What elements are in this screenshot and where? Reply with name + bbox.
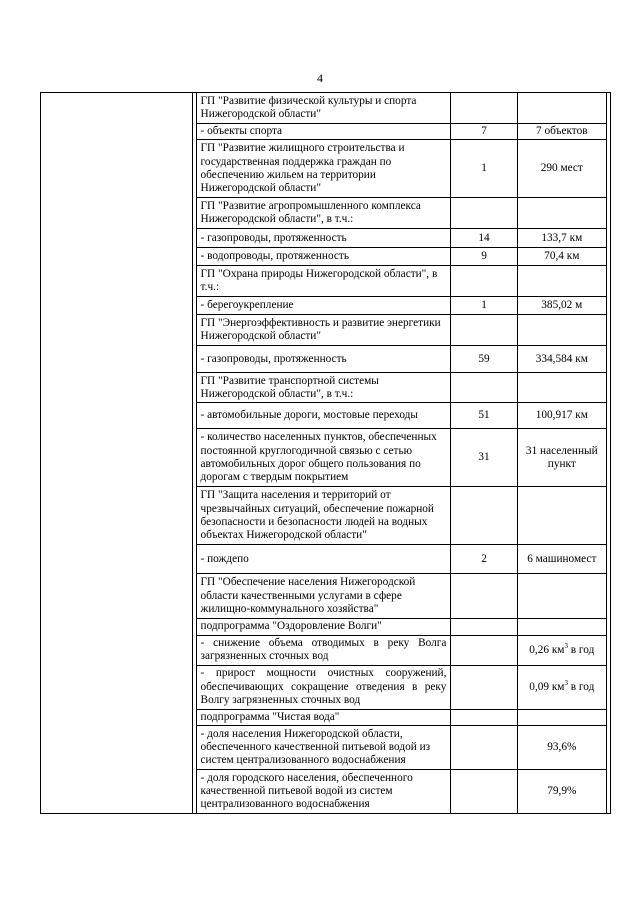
row-result: 70,4 км — [517, 248, 606, 266]
row-result — [517, 487, 606, 545]
row-result — [517, 373, 606, 403]
row-result — [517, 266, 606, 297]
result-value: 0,09 км — [529, 680, 565, 693]
row-result: 6 машиномест — [517, 545, 606, 574]
result-superscript: 3 — [564, 678, 568, 687]
row-text: - доля городского населения, обеспеченного качественной питьевой водой из систем централизованного водоснабжения — [196, 770, 451, 814]
result-superscript: 3 — [564, 641, 568, 650]
row-result — [517, 665, 606, 709]
row-text: - газопроводы, протяженность — [196, 346, 451, 373]
row-count: 59 — [451, 346, 517, 373]
row-count: 14 — [451, 229, 517, 248]
row-count — [451, 726, 517, 770]
row-text: - пождепо — [196, 545, 451, 574]
row-result: 93,6% — [517, 726, 606, 770]
row-count — [451, 619, 517, 635]
row-result: 7 объектов — [517, 124, 606, 140]
row-result: 334,584 км — [517, 346, 606, 373]
row-count — [451, 487, 517, 545]
row-count: 9 — [451, 248, 517, 266]
row-result — [517, 93, 606, 124]
row-count — [451, 574, 517, 619]
blank-left-cell — [41, 93, 193, 814]
row-text: ГП "Энергоэффективность и развитие энергетики Нижегородской области" — [196, 315, 451, 346]
row-count — [451, 315, 517, 346]
row-count — [451, 770, 517, 814]
result-unit-tail: в год — [567, 680, 595, 693]
row-result: 133,7 км — [517, 229, 606, 248]
row-text: - автомобильные дороги, мостовые переходы — [196, 403, 451, 429]
row-text: ГП "Охрана природы Нижегородской области", в т.ч.: — [196, 266, 451, 297]
program-results-table — [40, 92, 611, 814]
row-count — [451, 709, 517, 725]
row-result: 100,917 км — [517, 403, 606, 429]
page-number: 4 — [317, 71, 323, 85]
row-text: подпрограмма "Оздоровление Волги" — [196, 619, 451, 635]
row-result: 290 мест — [517, 140, 606, 198]
row-count: 1 — [451, 140, 517, 198]
row-count — [451, 266, 517, 297]
row-result — [517, 574, 606, 619]
row-count — [451, 373, 517, 403]
row-result — [517, 619, 606, 635]
row-count: 1 — [451, 297, 517, 315]
result-unit-tail: в год — [567, 643, 595, 656]
row-text: ГП "Обеспечение населения Нижегородской области качественными услугами в сфере жилищно-коммунального хозяйства" — [196, 574, 451, 619]
row-result — [517, 198, 606, 229]
row-result — [517, 315, 606, 346]
row-text: - прирост мощности очистных сооружений, обеспечивающих сокращение отведения в реку Волгу загрязненных сточных вод — [196, 665, 451, 709]
row-count: 2 — [451, 545, 517, 574]
row-count — [451, 93, 517, 124]
row-result — [517, 709, 606, 725]
row-text: ГП "Развитие физической культуры и спорта Нижегородской области" — [196, 93, 451, 124]
row-text: - доля населения Нижегородской области, обеспеченного качественной питьевой водой из систем централизованного водоснабжения — [196, 726, 451, 770]
table-row — [41, 93, 611, 124]
row-text: ГП "Развитие жилищного строительства и государственная поддержка граждан по обеспечению жильем на территории Нижегородской области" — [196, 140, 451, 198]
result-value: 0,26 км — [529, 643, 565, 656]
row-text: ГП "Развитие агропромышленного комплекса Нижегородской области", в т.ч.: — [196, 198, 451, 229]
row-result: 79,9% — [517, 770, 606, 814]
row-text: - объекты спорта — [196, 124, 451, 140]
row-text: - берегоукрепление — [196, 297, 451, 315]
row-text: - снижение объема отводимых в реку Волга загрязненных сточных вод — [196, 635, 451, 665]
row-text: - количество населенных пунктов, обеспеченных постоянной круглогодичной связью с сетью автомобильных дорог общего пользования по дорогам с твердым покрытием — [196, 429, 451, 487]
blank-right-cell — [606, 93, 610, 814]
row-text: подпрограмма "Чистая вода" — [196, 709, 451, 725]
row-result: 385,02 м — [517, 297, 606, 315]
row-count — [451, 665, 517, 709]
row-count — [451, 198, 517, 229]
row-result — [517, 635, 606, 665]
row-count — [451, 635, 517, 665]
row-text: ГП "Защита населения и территорий от чрезвычайных ситуаций, обеспечение пожарной безопасности и безопасности людей на водных объектах Нижегородской области" — [196, 487, 451, 545]
row-count: 51 — [451, 403, 517, 429]
row-text: ГП "Развитие транспортной системы Нижегородской области", в т.ч.: — [196, 373, 451, 403]
row-result: 31 населенный пункт — [517, 429, 606, 487]
row-text: - газопроводы, протяженность — [196, 229, 451, 248]
row-count: 31 — [451, 429, 517, 487]
row-text: - водопроводы, протяженность — [196, 248, 451, 266]
row-count: 7 — [451, 124, 517, 140]
